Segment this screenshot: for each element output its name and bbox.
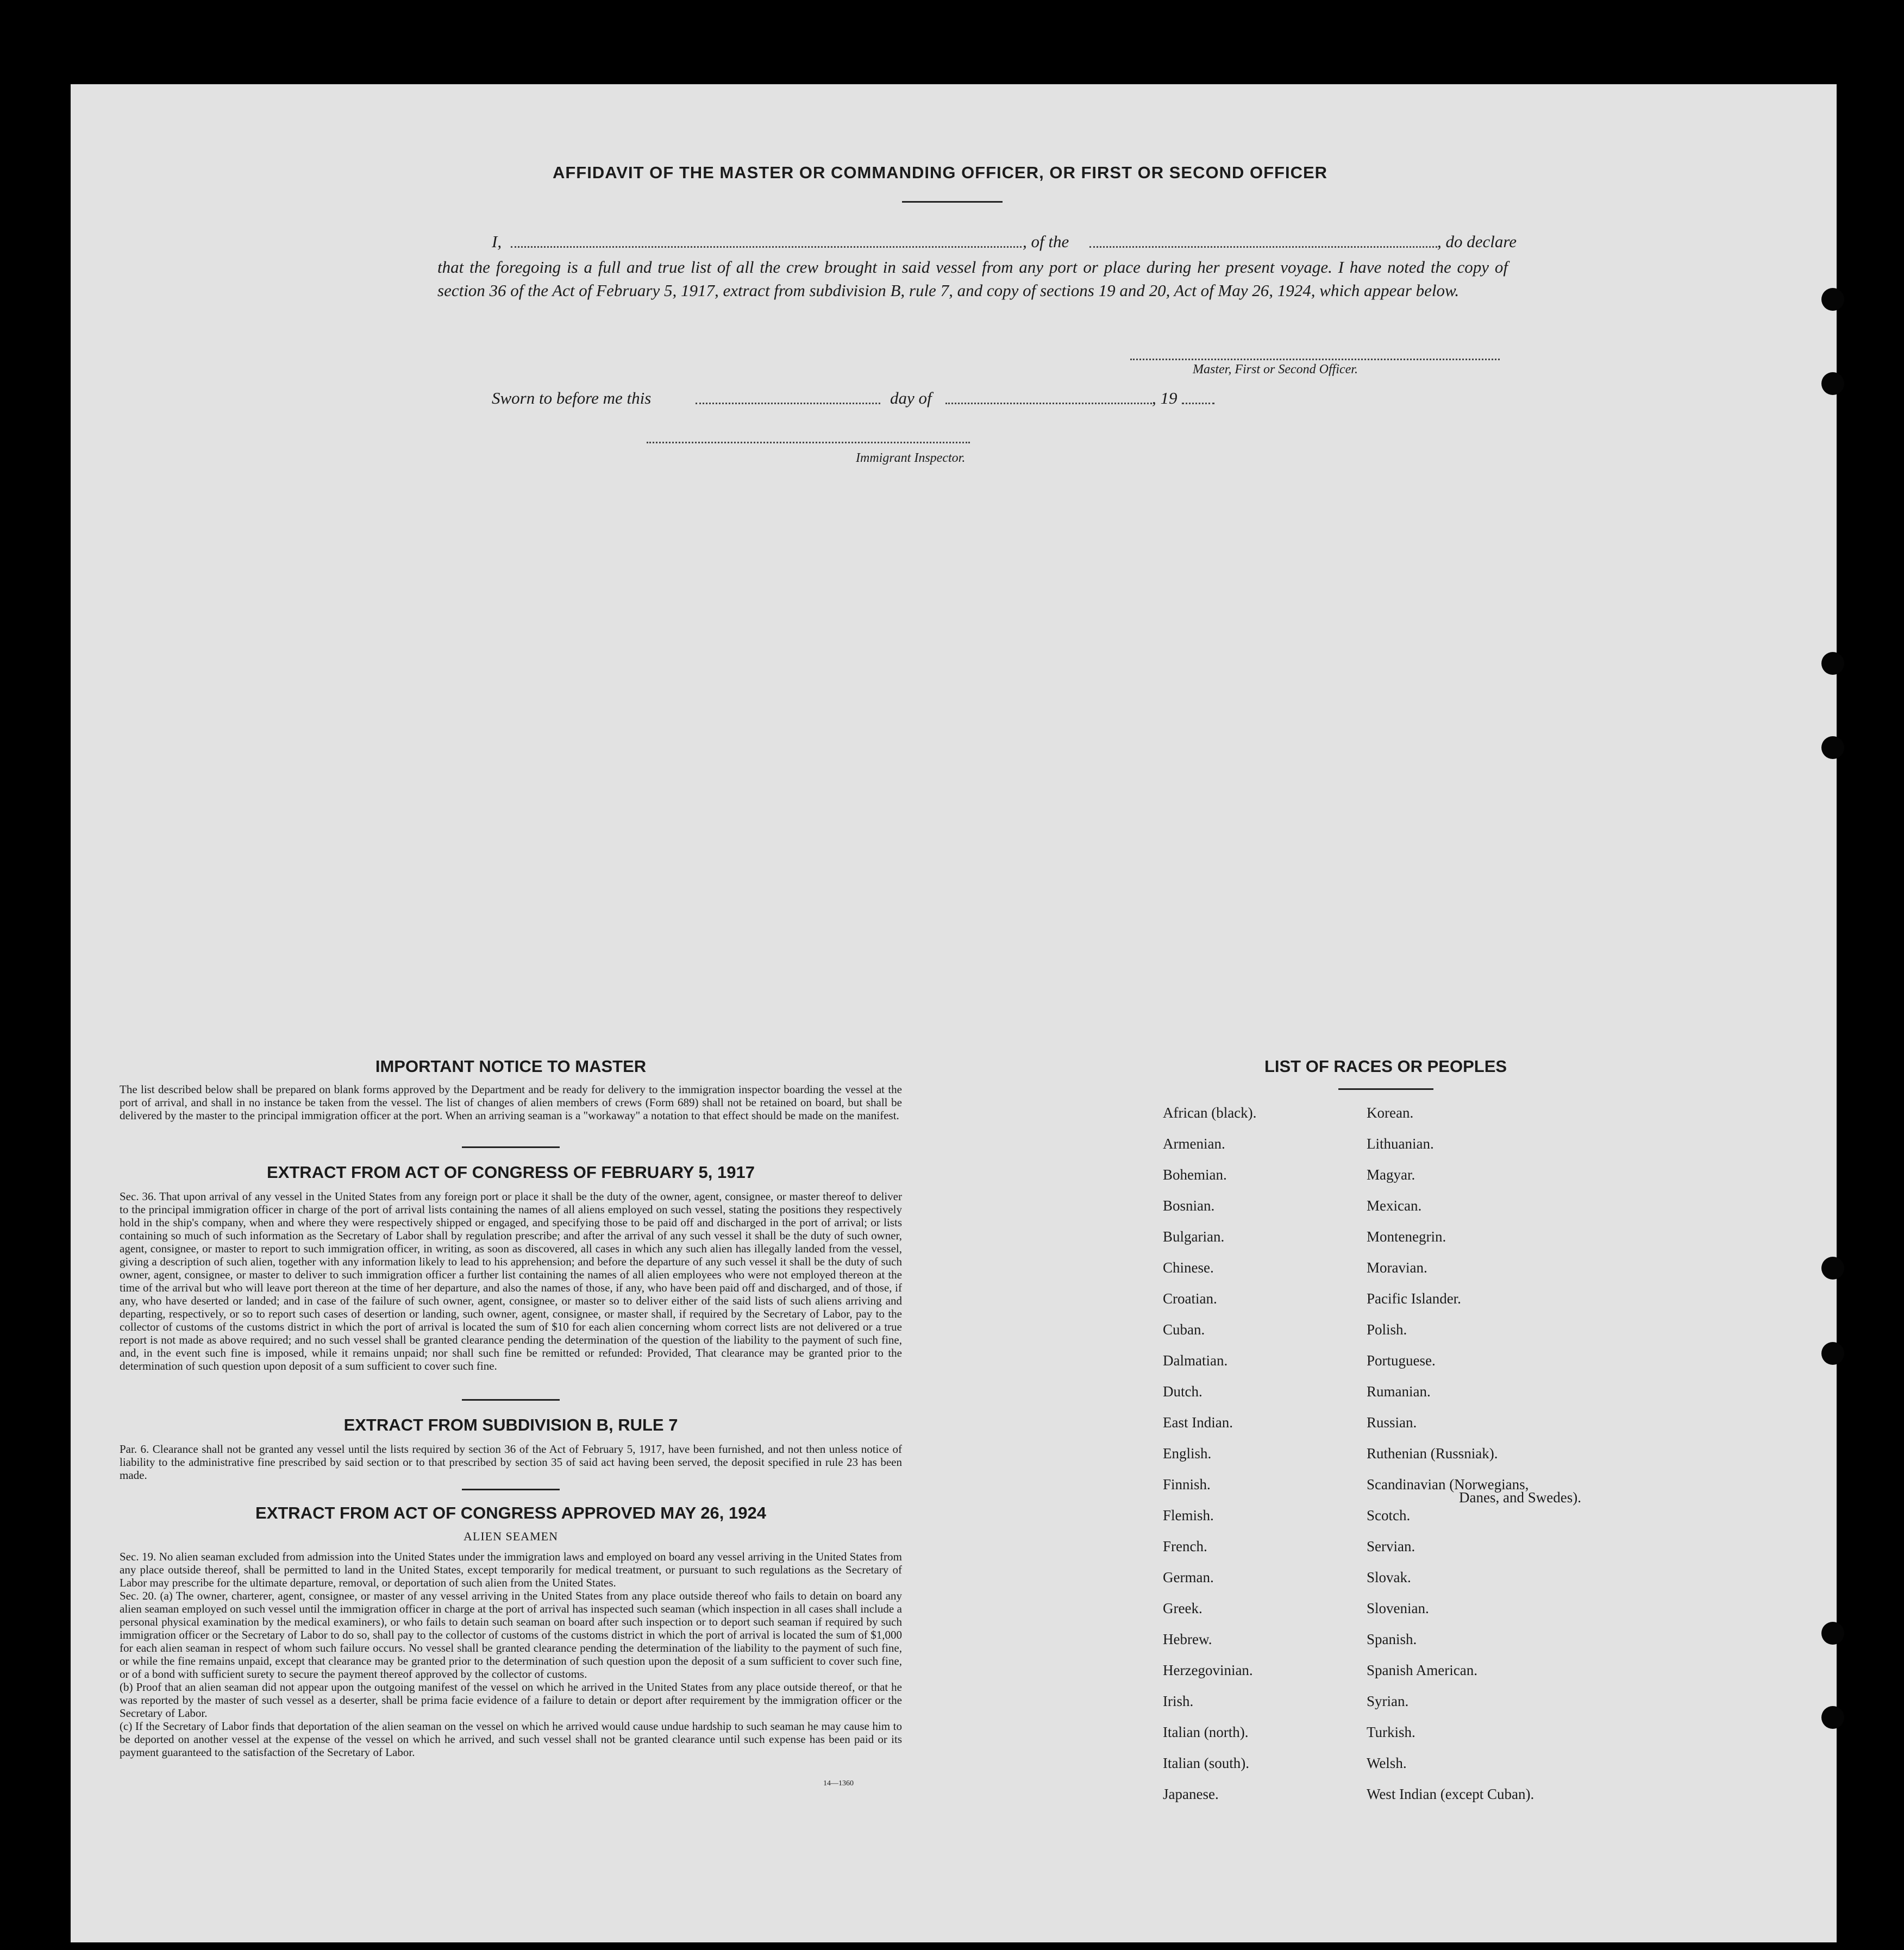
affidavit-title: AFFIDAVIT OF THE MASTER OR COMMANDING OFFICER, OR FIRST OR SECOND OFFICER (552, 163, 1328, 182)
race-left-item: Greek. (1163, 1600, 1202, 1616)
affidavit-i-label: I, (492, 232, 502, 251)
race-right-scandinavian-cont: Danes, and Swedes). (1459, 1489, 1581, 1506)
inspector-signature-line[interactable] (647, 442, 970, 443)
race-left-item: African (black). (1163, 1105, 1257, 1121)
master-signature-line[interactable] (1130, 359, 1500, 360)
race-right-item: Lithuanian. (1367, 1136, 1434, 1152)
affidavit-of-the: , of the (1023, 232, 1069, 251)
race-right-item: Slovenian. (1367, 1600, 1429, 1616)
race-left-item: Flemish. (1163, 1507, 1214, 1523)
extract-rule7-rule (462, 1489, 560, 1490)
race-left-item: Bosnian. (1163, 1197, 1215, 1214)
race-right-item: West Indian (except Cuban). (1367, 1786, 1535, 1802)
race-right-item: Mexican. (1367, 1197, 1422, 1214)
race-left-item: Finnish. (1163, 1476, 1211, 1493)
race-left-item: East Indian. (1163, 1414, 1233, 1431)
sworn-year-line[interactable] (1182, 403, 1214, 404)
sworn-label: Sworn to before me this (492, 388, 652, 407)
races-title: LIST OF RACES OR PEOPLES (1264, 1057, 1507, 1076)
race-left-item: Herzegovinian. (1163, 1662, 1253, 1678)
race-right-item: Moravian. (1367, 1259, 1427, 1276)
race-left-item: English. (1163, 1445, 1212, 1462)
vessel-blank-line[interactable] (1089, 246, 1437, 248)
extract-1917-text: Sec. 36. That upon arrival of any vessel in the United States from any foreign port or place it shall be the duty of the owner, agent, consignee, or master thereof to deliver to the principal immigration officer in charge of the port of arrival lists containing the names of all aliens employed on such vessel, stating the positions they respectively hold in the ship's company, when and where they were respectively shipped or engaged, and specifying those to be paid off and discharged in the port of arrival; or lists containing so much of such information as the Secretary of Labor shall by regulation prescribe; and after the arrival of any such vessel it shall be the duty of such owner, agent, consignee, or master to report to such immigration officer, in writing, as soon as discovered, all cases in which any such alien has illegally landed from the vessel, giving a description of such alien, together with any information likely to lead to his apprehension; and before the departure of any such vessel it shall be the duty of such owner, agent, consignee, or master to deliver to such immigration officer a further list containing the names of all alien employees who were not employed thereon at the time of the arrival but who will leave port thereon at the time of her departure, and also the names of those, if any, who have been paid off and discharged, and of those, if any, who have deserted or landed; and in case of the failure of such owner, agent, consignee, or master so to deliver either of the said lists of such aliens arriving and departing, respectively, or so to report such cases of desertion or landing, such owner, agent, consignee, or master shall, if required by the Secretary of Labor, pay to the collector of customs of the customs district in which the port of arrival is located the sum of $10 for each alien concerning whom correct lists are not delivered or a true report is not made as above required; and no such vessel shall be granted clearance pending the determination of the question of the liability to the payment of such fine, and, in the event such fine is imposed, while it remains unpaid; nor shall such fine be remitted or refunded: Provided, That clearance may be granted prior to the determination of such question upon deposit of a sum sufficient to cover such fine. (120, 1190, 902, 1372)
race-left-item: German. (1163, 1569, 1214, 1585)
race-right-item: Servian. (1367, 1538, 1416, 1554)
race-left-item: Chinese. (1163, 1259, 1214, 1276)
race-left-item: Irish. (1163, 1693, 1194, 1709)
sec20c-paragraph: (c) If the Secretary of Labor finds that deportation of the alien seaman on the vessel on which he arrived would cause undue hardship to such seaman he may cause him to be deported on another vessel at the expense of the vessel on which he arrived, and such vessel shall not be granted clearance until such expense has been paid or its payment guaranteed to the satisfaction of the Secretary of Labor. (120, 1720, 902, 1759)
race-left-item: Dalmatian. (1163, 1352, 1228, 1369)
master-signature-caption: Master, First or Second Officer. (1193, 362, 1358, 377)
sec19-paragraph: Sec. 19. No alien seaman excluded from admission into the United States under the immigration laws and employed on board any vessel arriving in the United States from any place outside thereof, shall be permitted to land in the United States, except temporarily for medical treatment, or pursuant to such regulations as the Secretary of Labor may prescribe for the ultimate departure, removal, or deportation of such alien from the United States. (120, 1550, 902, 1589)
binder-hole (1821, 1257, 1844, 1280)
name-blank-line[interactable] (511, 246, 1022, 248)
race-left-item: Armenian. (1163, 1136, 1225, 1152)
race-right-item: Portuguese. (1367, 1352, 1436, 1369)
race-left-item: Italian (south). (1163, 1755, 1249, 1771)
race-right-item: Scandinavian (Norwegians, (1367, 1476, 1529, 1493)
extract-1924-subtitle: ALIEN SEAMEN (464, 1529, 558, 1543)
race-right-item: Montenegrin. (1367, 1228, 1446, 1245)
binder-hole (1821, 288, 1844, 311)
race-right-item: Welsh. (1367, 1755, 1407, 1771)
race-right-item: Slovak. (1367, 1569, 1411, 1585)
binder-hole (1821, 1342, 1844, 1365)
binder-hole (1821, 1706, 1844, 1729)
race-right-item: Turkish. (1367, 1724, 1416, 1740)
race-left-item: Bulgarian. (1163, 1228, 1225, 1245)
race-left-item: Japanese. (1163, 1786, 1219, 1802)
race-right-item: Ruthenian (Russniak). (1367, 1445, 1498, 1462)
race-left-item: Bohemian. (1163, 1167, 1227, 1183)
race-left-item: Dutch. (1163, 1383, 1202, 1400)
race-left-item: Cuban. (1163, 1321, 1205, 1338)
affidavit-do-declare: , do declare (1437, 232, 1517, 251)
title-rule (902, 201, 1003, 203)
sec20b-paragraph: (b) Proof that an alien seaman did not appear upon the outgoing manifest of the vessel on which he arrived in the United States from any place outside thereof, or that he was reported by the master of such vessel as a deserter, shall be prima facie evidence of a failure to detain or deport after requirement by the immigration officer or the Secretary of Labor. (120, 1681, 902, 1720)
race-right-item: Syrian. (1367, 1693, 1409, 1709)
race-right-item: Russian. (1367, 1414, 1417, 1431)
document-page (71, 84, 1837, 1942)
race-right-item: Rumanian. (1367, 1383, 1431, 1400)
race-right-item: Magyar. (1367, 1167, 1416, 1183)
race-right-item: Pacific Islander. (1367, 1290, 1461, 1307)
sworn-month-line[interactable] (945, 403, 1152, 404)
race-right-item: Polish. (1367, 1321, 1407, 1338)
sworn-day-line[interactable] (696, 403, 880, 404)
notice-text: The list described below shall be prepared on blank forms approved by the Department and be ready for delivery to the immigration inspector boarding the vessel at the port of arrival, and shall in no instance be taken from the vessel. The list of changes of alien members of crews (Form 689) shall not be retained on board, but shall be delivered by the master to the principal immigration officer at the port. When an arriving seaman is a "workaway" a notation to that effect should be made on the manifest. (120, 1083, 902, 1122)
notice-title: IMPORTANT NOTICE TO MASTER (375, 1057, 647, 1076)
inspector-caption: Immigrant Inspector. (856, 451, 966, 465)
race-right-item: Korean. (1367, 1105, 1414, 1121)
extract-1924-title: EXTRACT FROM ACT OF CONGRESS APPROVED MAY 26, 1924 (255, 1503, 766, 1522)
binder-hole (1821, 1622, 1844, 1645)
race-right-item: Spanish. (1367, 1631, 1417, 1647)
form-number: 14—1360 (823, 1779, 854, 1788)
race-left-item: Italian (north). (1163, 1724, 1249, 1740)
affidavit-body: that the foregoing is a full and true list of all the crew brought in said vessel from any port or place during her present voyage. I have noted the copy of section 36 of the Act of February 5, 1917, extract from subdivision B, rule 7, and copy of sections 19 and 20, Act of May 26, 1924, which appear below. (437, 258, 1508, 300)
race-left-item: French. (1163, 1538, 1207, 1554)
binder-hole (1821, 736, 1844, 759)
extract-1924-text (120, 1550, 902, 1759)
extract-rule7-title: EXTRACT FROM SUBDIVISION B, RULE 7 (343, 1415, 678, 1434)
notice-rule (462, 1146, 560, 1148)
extract-1917-rule (462, 1399, 560, 1401)
day-of-label: day of (890, 388, 932, 407)
year-label: , 19 (1152, 388, 1178, 407)
race-left-item: Hebrew. (1163, 1631, 1212, 1647)
binder-hole (1821, 372, 1844, 395)
race-right-item: Spanish American. (1367, 1662, 1477, 1678)
extract-rule7-text: Par. 6. Clearance shall not be granted any vessel until the lists required by section 36 of the Act of February 5, 1917, have been furnished, and not then unless notice of liability to the administrative fine prescribed by said section or to that prescribed by section 35 of said act having been served, the deposit specified in rule 23 has been made. (120, 1443, 902, 1482)
races-title-rule (1338, 1088, 1433, 1090)
race-left-item: Croatian. (1163, 1290, 1217, 1307)
race-right-item: Scotch. (1367, 1507, 1411, 1523)
extract-1917-title: EXTRACT FROM ACT OF CONGRESS OF FEBRUARY 5, 1917 (267, 1163, 755, 1182)
sec20a-paragraph: Sec. 20. (a) The owner, charterer, agent, consignee, or master of any vessel arriving in the United States from any place outside thereof who fails to detain on board any alien seaman employed on such vessel until the immigration officer in charge at the port of arrival has inspected such seaman (which inspection in all cases shall include a personal physical examination by the medical examiners), or who fails to detain such seaman on board after such inspection or to deport such seaman if required by such immigration officer or the Secretary of Labor to do so, shall pay to the collector of customs of the customs district in which the port of arrival is located the sum of $1,000 for each alien seaman in respect of whom such failure occurs. No vessel shall be granted clearance pending the determination of the liability to the payment of such fine, or while the fine remains unpaid, except that clearance may be granted prior to the determination of such question upon the deposit of a sum sufficient to cover such fine, or of a bond with sufficient surety to secure the payment thereof approved by the collector of customs. (120, 1589, 902, 1681)
binder-hole (1821, 652, 1844, 675)
